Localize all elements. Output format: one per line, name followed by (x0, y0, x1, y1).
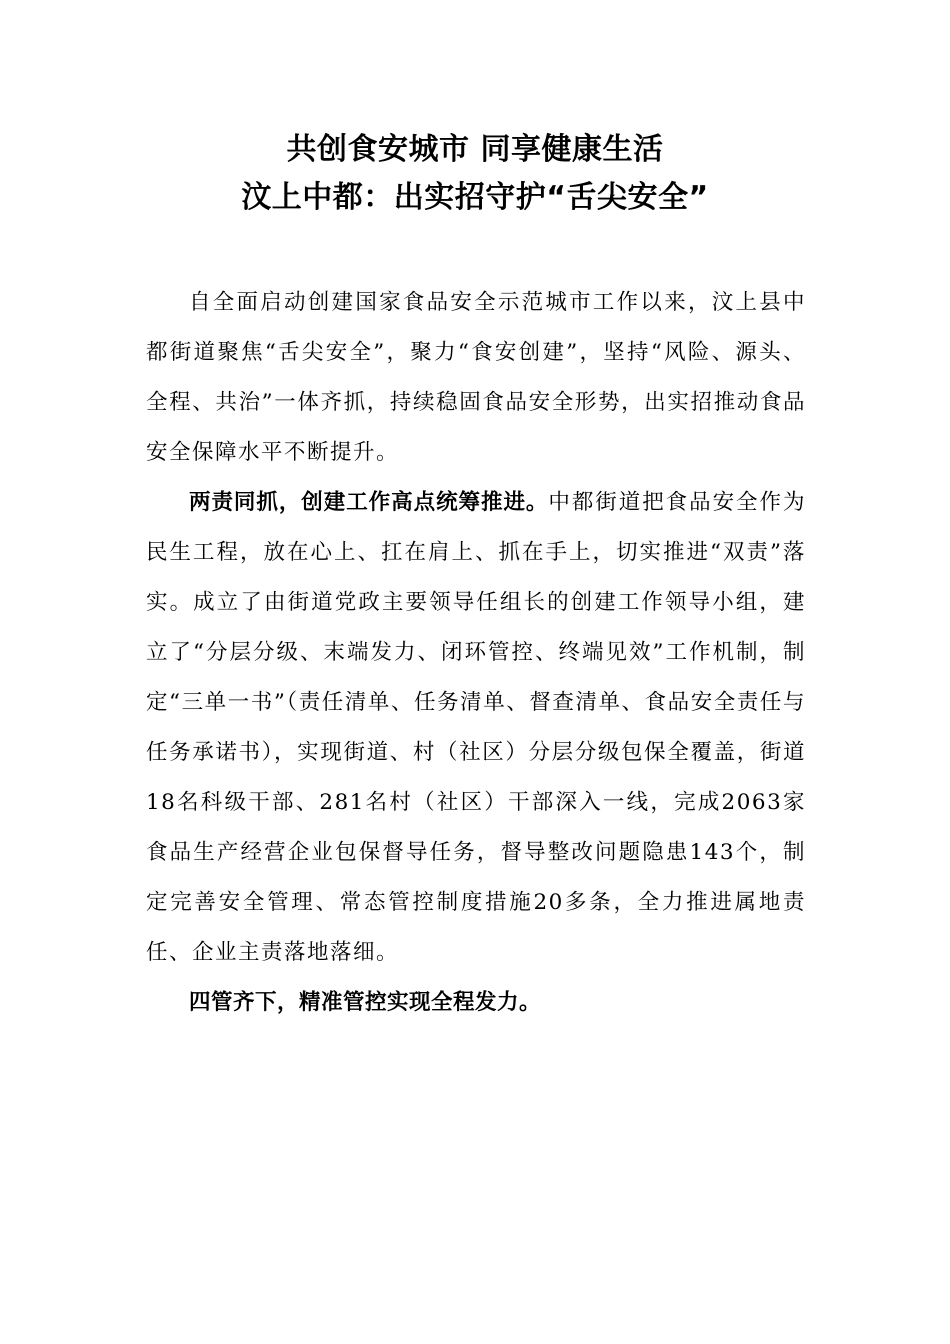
paragraph-lead-heading: 四管齐下，精准管控实现全程发力。 (189, 990, 542, 1015)
title-line-1: 共创食安城市 同享健康生活 (286, 132, 664, 167)
paragraph-four-controls (146, 978, 806, 1028)
paragraph-lead-heading: 两责同抓，创建工作高点统筹推进。 (189, 490, 549, 515)
article-body (146, 278, 806, 1028)
paragraph-text: 自全面启动创建国家食品安全示范城市工作以来，汶上县中都街道聚焦“舌尖安全”，聚力“食安创建”，坚持“风险、源头、全程、共治”一体齐抓，持续稳固食品安全形势，出实招推动食品安全保障水平不断提升。 (146, 290, 806, 465)
document-title (0, 126, 950, 222)
paragraph-text: 中都街道把食品安全作为民生工程，放在心上、扛在肩上、抓在手上，切实推进“双责”落实。成立了由街道党政主要领导任组长的创建工作领导小组，建立了“分层分级、末端发力、闭环管控、终端见效”工作机制，制定“三单一书”（责任清单、任务清单、督查清单、食品安全责任与任务承诺书），实现街道、村（社区）分层分级包保全覆盖，街道18名科级干部、281名村（社区）干部深入一线，完成2063家食品生产经营企业包保督导任务，督导整改问题隐患143个，制定完善安全管理、常态管控制度措施20多条，全力推进属地责任、企业主责落地落细。 (146, 490, 806, 965)
title-line-2: 汶上中都：出实招守护“舌尖安全” (241, 180, 709, 215)
paragraph-dual-responsibility (146, 478, 806, 978)
paragraph-intro (146, 278, 806, 478)
